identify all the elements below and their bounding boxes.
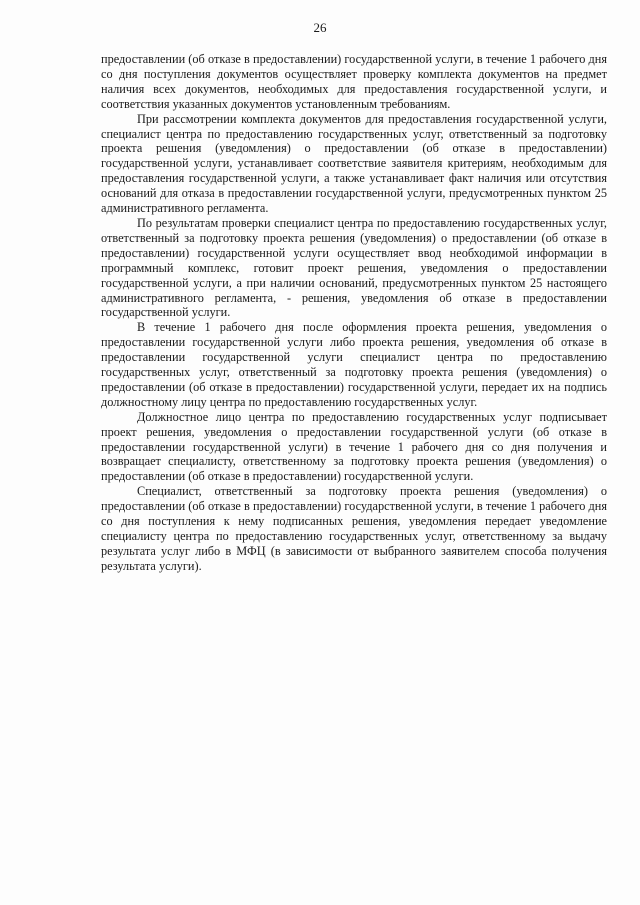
page-number: 26 xyxy=(313,20,327,35)
paragraph-check-results: По результатам проверки специалист центра по предоставлению государственных услуг, ответственный за подготовку проекта решения (уведомления) о предоставлении (об отказе в предоставлении) государственной услуги осуществляет ввод необходимой информации в программный комплекс, готовит проект решения, уведомления о предоставлении государственной услуги, а при наличии оснований, предусмотренных пунктом 25 настоящего административного регламента, - решения, уведомления об отказе в предоставлении государственной услуги. xyxy=(101,215,607,320)
paragraph-draft-signing: В течение 1 рабочего дня после оформления проекта решения, уведомления о предоставлении государственной услуги либо проекта решения, уведомления об отказе в предоставлении государственной услуги специалист центра по предоставлению государственных услуг, ответственный за подготовку проекта решения (уведомления) о предоставлении (об отказе в предоставлении) государственной услуги, передает их на подпись должностному лицу центра по предоставлению государственных услуг. xyxy=(101,320,607,409)
document-body xyxy=(101,52,607,574)
paragraph-review-criteria: При рассмотрении комплекта документов для предоставления государственной услуги, специалист центра по предоставлению государственных услуг, ответственный за подготовку проекта решения (уведомления) о предоставлении (об отказе в предоставлении) государственной услуги, устанавливает соответствие заявителя критериям, необходимым для предоставления государственной услуги, а также устанавливает факт наличия или отсутствия оснований для отказа в предоставлении государственной услуги, предусмотренных пунктом 25 административного регламента. xyxy=(101,111,607,216)
paragraph-official-signs: Должностное лицо центра по предоставлению государственных услуг подписывает проект решения, уведомления о предоставлении государственной услуги (об отказе в предоставлении государственной услуги) в течение 1 рабочего дня со дня получения и возвращает специалисту, ответственному за подготовку проекта решения (уведомления) о предоставлении (об отказе в предоставлении) государственной услуги. xyxy=(101,409,607,484)
paragraph-continuation: предоставлении (об отказе в предоставлении) государственной услуги, в течение 1 рабочего дня со дня поступления документов осуществляет проверку комплекта документов на предмет наличия всех документов, необходимых для предоставления государственной услуги, и соответствия указанных документов установленным требованиям. xyxy=(101,52,607,111)
paragraph-transfer-result: Специалист, ответственный за подготовку проекта решения (уведомления) о предоставлении (об отказе в предоставлении) государственной услуги, в течение 1 рабочего дня со дня поступления к нему подписанных решения, уведомления передает уведомление специалисту центра по предоставлению государственных услуг, ответственному за выдачу результата услуг либо в МФЦ (в зависимости от выбранного заявителем способа получения результата услуги). xyxy=(101,484,607,573)
